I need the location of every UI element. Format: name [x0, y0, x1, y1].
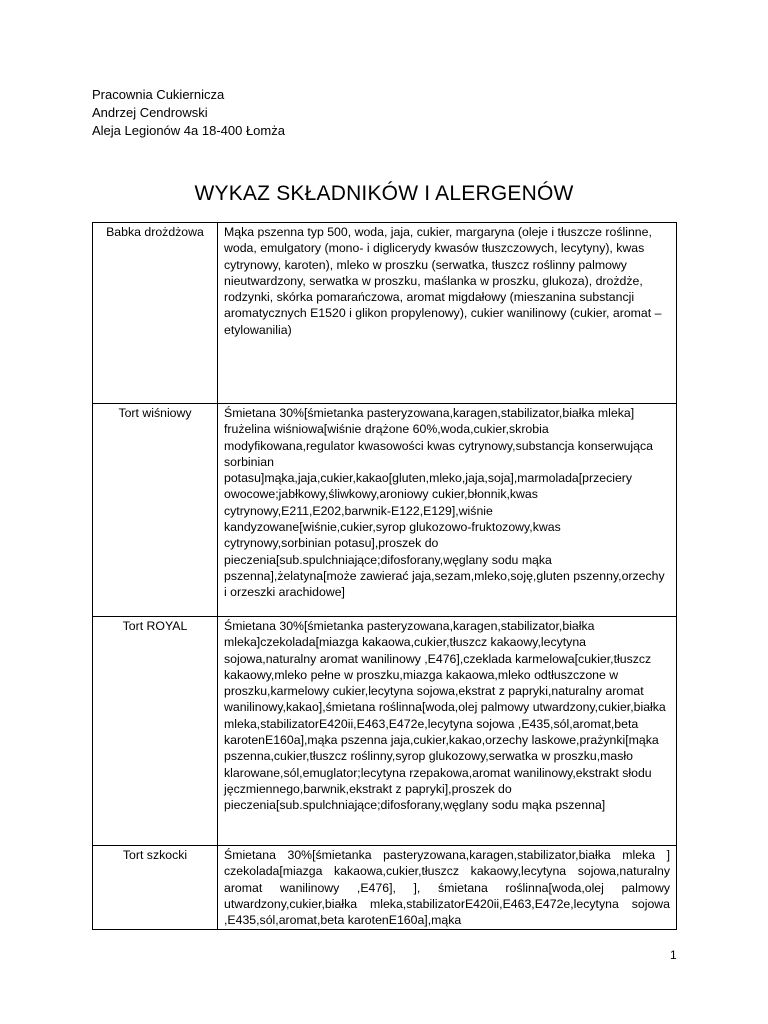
product-name: Tort wiśniowy	[93, 404, 218, 617]
page-number: 1	[670, 948, 677, 962]
product-ingredients: Śmietana 30%[śmietanka pasteryzowana,karagen,stabilizator,białka mleka]czekolada[miazga kakaowa,cukier,tłuszcz kakaowy,lecytyna sojowa,naturalny aromat wanilinowy ,E476],czeklada karmelowa[cukier,tłuszcz kakaowy,mleko pełne w proszku,miazga kakaowa,mleko odtłuszczone w proszku,karmelowy cukier,lecytyna sojowa,ekstrat z papryki,naturalny aromat wanilinowy,kakao],śmietana roślinna[woda,olej palmowy utwardzony,cukier,białka mleka,stabilizatorE420ii,E463,E472e,lecytyna sojowa ,E435,sól,aromat,beta karotenE160a],mąka pszenna jaja,cukier,kakao,orzechy laskowe,prażynki[mąka pszenna,cukier,tłuszcz roślinny,syrop glukozowy,serwatka w proszku,masło klarowane,sól,emuglator;lecytyna rzepakowa,aromat wanilinowy,ekstrakt słodu jęczmiennego,barwnik,ekstrakt z papryki],proszek do pieczenia[sub.spulchniające;difosforany,węglany sodu mąka pszenna]	[218, 617, 677, 846]
product-ingredients: Śmietana 30%[śmietanka pasteryzowana,karagen,stabilizator,białka mleka] frużelina wiśniowa[wiśnie drążone 60%,woda,cukier,skrobia modyfikowana,regulator kwasowości kwas cytrynowy,substancja konserwująca sorbinian potasu]mąka,jaja,cukier,kakao[gluten,mleko,jaja,soja],marmolada[przeciery owocowe;jabłkowy,śliwkowy,aroniowy cukier,błonnik,kwas cytrynowy,E211,E202,barwnik-E122,E129],wiśnie kandyzowane[wiśnie,cukier,syrop glukozowo-fruktozowy,kwas cytrynowy,sorbinian potasu],proszek do pieczenia[sub.spulchniające;difosforany,węglany sodu mąka pszenna],żelatyna[może zawierać jaja,sezam,mleko,soję,gluten pszenny,orzechy i orzeszki arachidowe]	[218, 404, 677, 617]
product-ingredients: Mąka pszenna typ 500, woda, jaja, cukier, margaryna (oleje i tłuszcze roślinne, woda, emulgatory (mono- i diglicerydy kwasów tłuszczowych, lecytyny), kwas cytrynowy, karoten), mleko w proszku (serwatka, tłuszcz roślinny palmowy nieutwardzony, serwatka w proszku, maślanka w proszku, glukoza), drożdże, rodzynki, skórka pomarańczowa, aromat migdałowy (mieszanina substancji aromatycznych E1520 i glikon propylenowy), cukier wanilinowy (cukier, aromat – etylowanilia)	[218, 223, 677, 404]
owner-name: Andrzej Cendrowski	[92, 105, 208, 120]
ingredients-table	[92, 222, 677, 930]
product-name: Babka drożdżowa	[93, 223, 218, 404]
product-name: Tort ROYAL	[93, 617, 218, 846]
page-title: WYKAZ SKŁADNIKÓW I ALERGENÓW	[194, 182, 574, 205]
table-row	[93, 846, 677, 930]
table-row	[93, 223, 677, 404]
company-header	[92, 86, 285, 140]
table-row	[93, 617, 677, 846]
company-name: Pracownia Cukiernicza	[92, 87, 225, 102]
table-row	[93, 404, 677, 617]
product-name: Tort szkocki	[93, 846, 218, 930]
company-address: Aleja Legionów 4a 18-400 Łomża	[92, 123, 285, 138]
product-ingredients: Śmietana 30%[śmietanka pasteryzowana,karagen,stabilizator,białka mleka ] czekolada[miazga kakaowa,cukier,tłuszcz kakaowy,lecytyna sojowa,naturalny aromat wanilinowy ,E476], ], śmietana roślinna[woda,olej palmowy utwardzony,cukier,białka mleka,stabilizatorE420ii,E463,E472e,lecytyna sojowa ,E435,sól,aromat,beta karotenE160a],mąka	[218, 846, 677, 930]
